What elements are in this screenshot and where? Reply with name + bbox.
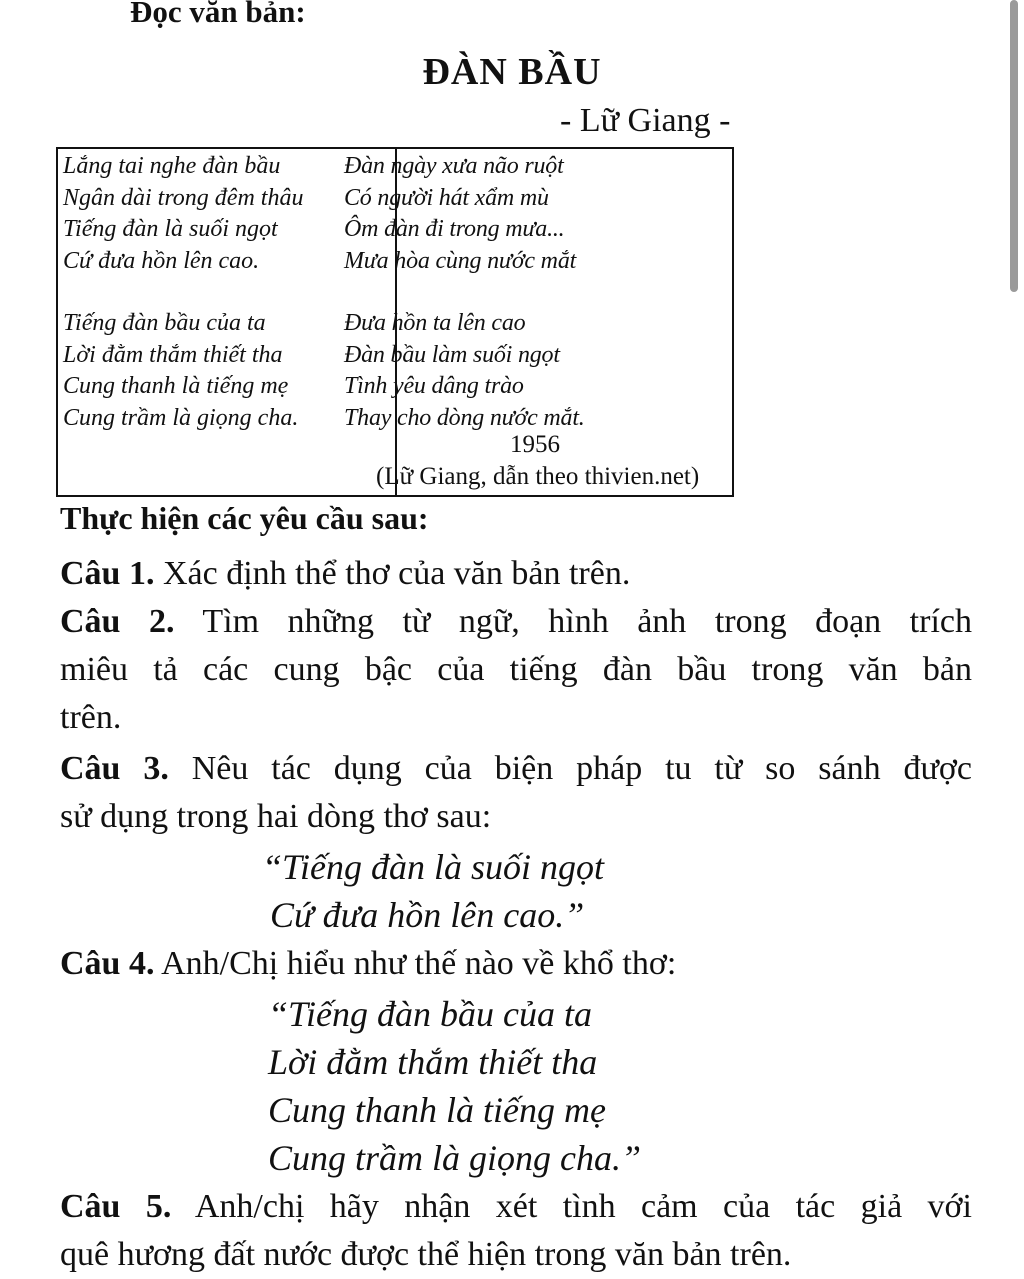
poem-line: Tiếng đàn là suối ngọt [63, 216, 278, 242]
poem-line: Lắng tai nghe đàn bầu [63, 153, 281, 179]
question-4 [60, 940, 972, 988]
question-line [60, 1183, 972, 1231]
question-line: quê hương đất nước được thể hiện trong văn bản trên. [60, 1236, 792, 1273]
poem-line: Mưa hòa cùng nước mắt [344, 247, 577, 274]
poem-title: ĐÀN BẦU [422, 51, 602, 93]
poem-line: Lời đằm thắm thiết tha [63, 341, 283, 368]
poem-line: Ngân dài trong đêm thâu [63, 184, 304, 211]
question-text: Nêu tác dụng của biện pháp tu từ so sánh được [168, 750, 972, 787]
poem-line: Đàn bầu làm suối ngọt [344, 341, 560, 368]
question-text: Anh/Chị hiểu như thế nào về khổ thơ: [154, 945, 677, 982]
quote-line: “Tiếng đàn bầu của ta [268, 994, 593, 1034]
poem-line: Đưa hồn ta lên cao [344, 310, 526, 336]
poem-left-column [63, 151, 303, 434]
question-text: Tìm những từ ngữ, hình ảnh trong đoạn trích [174, 603, 972, 640]
question-2 [60, 598, 972, 742]
question-label: Câu 4. [60, 945, 155, 982]
poem-right-column [344, 151, 585, 434]
question-label: Câu 1. [60, 555, 155, 592]
poem-line: Thay cho dòng nước mắt. [344, 404, 585, 431]
scrollbar-thumb[interactable] [1010, 0, 1018, 292]
poem-stanza [344, 308, 585, 434]
question-3-quote [262, 843, 604, 939]
poem-table [56, 147, 734, 497]
reading-heading: Đọc văn bản: [130, 0, 306, 29]
quote-line: Cứ đưa hồn lên cao.” [270, 895, 585, 935]
poem-line: Ôm đàn đi trong mưa... [344, 216, 565, 242]
quote-line: “Tiếng đàn là suối ngọt [262, 847, 605, 887]
question-line [60, 598, 972, 646]
poem-author: - Lữ Giang - [560, 102, 731, 139]
poem-stanza [344, 151, 585, 277]
poem-line: Cung thanh là tiếng mẹ [63, 373, 289, 399]
question-label: Câu 3. [60, 750, 169, 787]
question-1 [60, 550, 972, 598]
question-line: trên. [60, 699, 122, 736]
question-label: Câu 5. [60, 1188, 172, 1225]
question-5 [60, 1183, 972, 1279]
question-line [60, 745, 972, 793]
poem-line: Cứ đưa hồn lên cao. [63, 247, 260, 274]
quote-line: Lời đằm thắm thiết tha [268, 1042, 598, 1082]
poem-line: Tiếng đàn bầu của ta [63, 310, 266, 336]
poem-line: Cung trầm là giọng cha. [63, 404, 299, 431]
poem-stanza [63, 151, 303, 277]
question-line: miêu tả các cung bậc của tiếng đàn bầu trong văn bản [60, 651, 972, 688]
poem-year: 1956 [510, 431, 560, 458]
quote-line: Cung trầm là giọng cha.” [268, 1138, 642, 1178]
poem-stanza [63, 308, 303, 434]
question-text: Anh/chị hãy nhận xét tình cảm của tác giả với [171, 1188, 972, 1225]
question-4-quote [268, 990, 641, 1182]
instructions-heading: Thực hiện các yêu cầu sau: [60, 500, 429, 536]
poem-source: (Lữ Giang, dẫn theo thivien.net) [376, 463, 700, 490]
question-text: Xác định thể thơ của văn bản trên. [154, 555, 631, 592]
poem-line: Có người hát xẩm mù [344, 184, 549, 211]
poem-line: Tình yêu dâng trào [344, 373, 524, 399]
quote-line: Cung thanh là tiếng mẹ [268, 1090, 606, 1130]
question-3 [60, 745, 972, 841]
question-label: Câu 2. [60, 603, 175, 640]
poem-line: Đàn ngày xưa não ruột [344, 153, 564, 179]
question-line: sử dụng trong hai dòng thơ sau: [60, 798, 492, 835]
